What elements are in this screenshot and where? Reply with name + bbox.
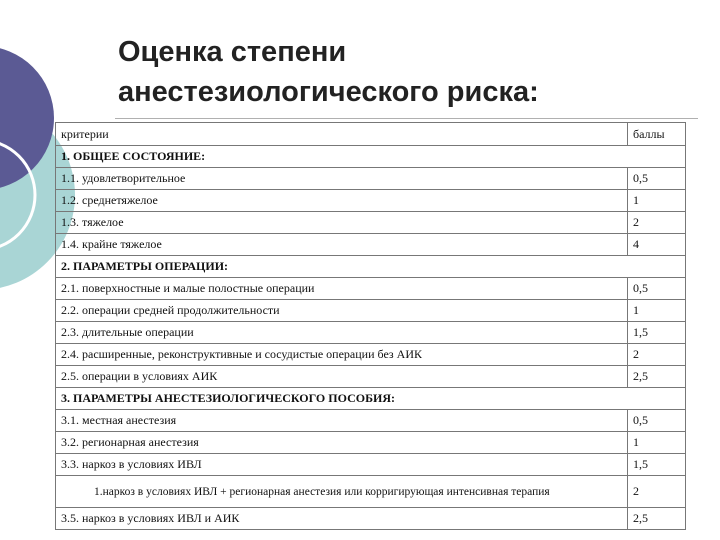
table-row (56, 322, 686, 344)
criterion-cell: 1.2. среднетяжелое (56, 190, 628, 212)
criterion-cell: 1.4. крайне тяжелое (56, 234, 628, 256)
criterion-cell: 2.5. операции в условиях АИК (56, 366, 628, 388)
criterion-cell: 3.5. наркоз в условиях ИВЛ и АИК (56, 508, 628, 530)
points-cell: 2,5 (628, 508, 686, 530)
title-line-2: анестезиологического риска: (118, 76, 539, 108)
points-cell: 4 (628, 234, 686, 256)
points-cell: 2 (628, 476, 686, 508)
risk-table (55, 122, 686, 530)
table-row (56, 476, 686, 508)
table-row (56, 190, 686, 212)
points-cell: 0,5 (628, 278, 686, 300)
table-row (56, 432, 686, 454)
points-cell: 2,5 (628, 366, 686, 388)
section-heading: 2. ПАРАМЕТРЫ ОПЕРАЦИИ: (56, 256, 686, 278)
section-heading-row (56, 256, 686, 278)
points-cell: 1,5 (628, 322, 686, 344)
points-cell: 2 (628, 344, 686, 366)
table-row (56, 410, 686, 432)
criterion-cell: 1.наркоз в условиях ИВЛ + регионарная анестезия или корригирующая интенсивная терапия (56, 476, 628, 508)
points-cell: 1 (628, 190, 686, 212)
title-line-1: Оценка степени (118, 36, 347, 68)
table-row (56, 300, 686, 322)
points-cell: 1 (628, 432, 686, 454)
section-heading-row (56, 146, 686, 168)
title-divider (115, 118, 698, 119)
criterion-cell: 2.4. расширенные, реконструктивные и сосудистые операции без АИК (56, 344, 628, 366)
table-row (56, 234, 686, 256)
section-heading: 1. ОБЩЕЕ СОСТОЯНИЕ: (56, 146, 686, 168)
table-row (56, 508, 686, 530)
criterion-cell: 3.2. регионарная анестезия (56, 432, 628, 454)
table-row (56, 366, 686, 388)
table-row (56, 212, 686, 234)
points-cell: 1,5 (628, 454, 686, 476)
criterion-cell: 3.3. наркоз в условиях ИВЛ (56, 454, 628, 476)
points-cell: 0,5 (628, 410, 686, 432)
criterion-cell: 2.1. поверхностные и малые полостные операции (56, 278, 628, 300)
points-cell: 2 (628, 212, 686, 234)
criterion-cell: 2.3. длительные операции (56, 322, 628, 344)
table-row (56, 454, 686, 476)
table-row (56, 168, 686, 190)
points-cell: 1 (628, 300, 686, 322)
page-title (118, 32, 678, 112)
header-points: баллы (628, 123, 686, 146)
points-cell: 0,5 (628, 168, 686, 190)
criterion-cell: 2.2. операции средней продолжительности (56, 300, 628, 322)
table-header-row (56, 123, 686, 146)
table-row (56, 344, 686, 366)
header-criteria: критерии (56, 123, 628, 146)
table-row (56, 278, 686, 300)
criterion-cell: 3.1. местная анестезия (56, 410, 628, 432)
criterion-cell: 1.3. тяжелое (56, 212, 628, 234)
section-heading-row (56, 388, 686, 410)
criterion-cell: 1.1. удовлетворительное (56, 168, 628, 190)
section-heading: 3. ПАРАМЕТРЫ АНЕСТЕЗИОЛОГИЧЕСКОГО ПОСОБИЯ: (56, 388, 686, 410)
